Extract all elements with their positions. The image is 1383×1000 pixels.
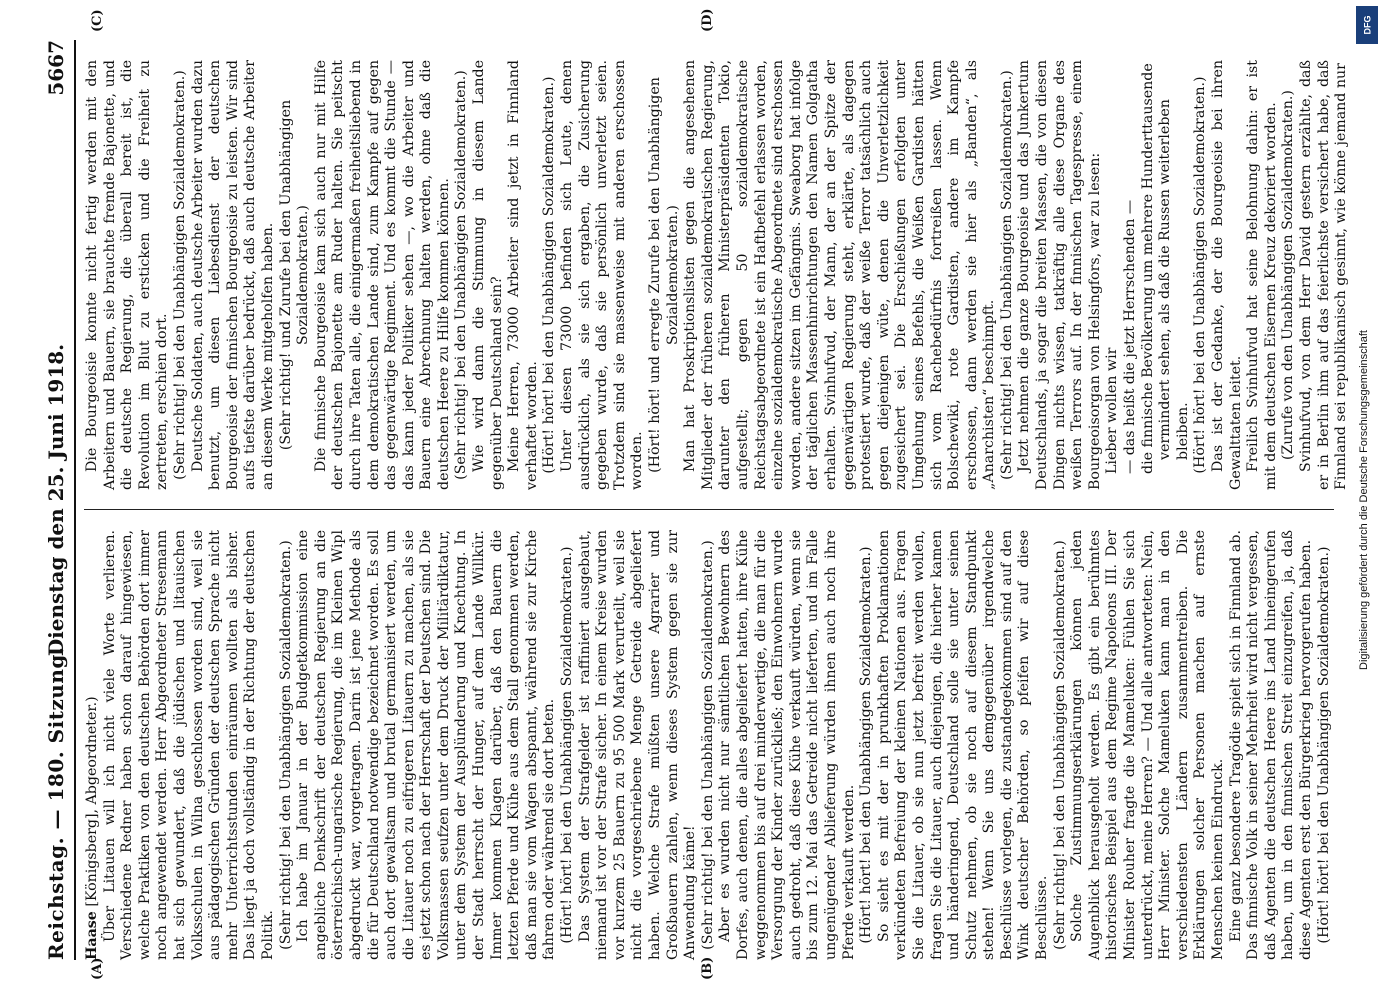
text-column-right xyxy=(84,60,1350,490)
paragraph-text: Eine ganz besondere Tragödie spielt sich in Finnland ab. Das finnische Volk in seiner Mehrheit wird nicht vergessen, daß Agenten die deutschen Heere ins Land hineingerufen haben, um in den finnischen Streit einzugreifen, ja, daß diese Agenten erst den Bürgerkrieg hervorgerufen haben. xyxy=(1227,530,1314,960)
paragraph-text: Deutsche Soldaten, auch deutsche Arbeiter wurden dazu benutzt, um diesen Liebesdienst der deutschen Bourgeoisie der finnischen Bourgeoisie zu leisten. Wir sind aufs tiefste darüber bedrückt, daß auch deutsche Arbeiter an diesem Werke mitgeholfen haben. xyxy=(189,60,276,490)
interjection xyxy=(172,60,190,490)
paragraph-text: Die finnische Bourgeoisie kam sich auch nur mit Hilfe der deutschen Bajonette am Ruder halten. Sie peitscht durch ihre Taten alle, die einigermaßen freiheitsliebend in dem demokratischen Lande sind, zum Kampfe auf gegen das gegenwärtige Regiment. Und es kommt die Stunde — das kann jeder Politiker sehen —, wo die Arbeiter und Bauern eine Abrechnung halten werden, ohne daß die deutschen Heere zu Hilfe kommen können. xyxy=(312,60,452,490)
interjection xyxy=(999,60,1017,490)
text-column-left xyxy=(84,530,1334,960)
paragraph-text: (Sehr richtig! bei den Unabhängigen Sozialdemokraten.) xyxy=(453,70,470,480)
dfg-logo-text: DFG xyxy=(1362,15,1372,35)
paragraph-text: Lieber wollen wir xyxy=(1104,347,1121,474)
interjection xyxy=(1280,60,1298,490)
paragraph xyxy=(876,530,1052,960)
paragraph-text: Svinhufvud, von dem Herr David gestern erzählte, daß er in Berlin ihm auf das feierlichste versichert habe, daß Finnland sei republikanisch gesinnt, wie könne jemand nur xyxy=(1297,60,1350,490)
interjection xyxy=(278,530,296,960)
paragraph-text: Man hat Proskriptionslisten gegen die angesehenen Mitglieder der früheren sozialdemokratischen Regierung, darunter den früheren Ministerpräsidenten Tokio, aufgestellt; gegen 50 sozialdemokratische Reichstagsabgeordnete ist ein Haftbefehl erlassen worden, einzelne sozialdemokratische Abgeordnete sind erschossen worden, andere sitzen im Gefängnis. Sweaborg hat infolge der täglichen Massenhinrichtungen den Namen Golgatha erhalten. Svinhufvud, der Mann, der an der Spitze der gegenwärtigen Regierung steht, erklärte, als dagegen protestiert wurde, daß der weiße Terror tatsächlich auch gegen diejenigen wüte, denen die Unverletzlichkeit zugesichert sei. Die Erschießungen erfolgten unter Umgehung seines Befehls, die Weißen Gardisten hätten sich vom Rachebedürfnis fortreißen lassen. Wenn Bolschewiki, rote Gardisten, andere im Kampfe erschossen, dann werden sie hier als „Banden“, als „Anarchisten“ beschimpft. xyxy=(682,60,998,490)
paragraph-text: (Sehr richtig! bei den Unabhängigen Sozialdemokraten.) xyxy=(277,540,294,950)
quotation-line xyxy=(1104,60,1122,474)
paragraph-text: (Sehr richtig! und Zurufe bei den Unabhängigen Sozialdemokraten.) xyxy=(277,99,312,451)
paragraph xyxy=(1069,530,1227,960)
header-session: Reichstag. — 180. Sitzung. xyxy=(44,646,68,960)
paragraph xyxy=(190,60,278,490)
paragraph-text: (Sehr richtig! bei den Unabhängigen Sozialdemokraten.) xyxy=(998,70,1015,480)
margin-marker-a: (A) xyxy=(90,957,105,980)
paragraph-text: [Königsberg], Abgeordneter.) xyxy=(84,696,100,912)
paragraph xyxy=(1298,60,1351,490)
paragraph-text: (Hört! hört! bei den Unabhängigen Sozialdemokraten.) xyxy=(541,76,558,474)
paragraph-text: (Sehr richtig! bei den Unabhängigen Sozialdemokraten.) xyxy=(699,540,716,950)
paragraph xyxy=(84,60,172,490)
paragraph-text: (Zurufe von den Unabhängigen Sozialdemokraten.) xyxy=(1280,90,1297,460)
paragraph-text: (Sehr richtig! bei den Unabhängigen Sozialdemokraten.) xyxy=(1051,540,1068,950)
paragraph xyxy=(682,60,999,490)
paragraph-text: So sieht es mit der in prunkhaften Proklamationen verkündeten Befreiung der kleinen Nationen aus. Fragen Sie die Litauer, ob sie nun jetzt befreit werden wollen, fragen Sie die Litauer, auch diejenigen, die hierher kamen und händeringend, Deutschland solle sie unter seinen Schutz nehmen, ob sie noch auf diesem Standpunkt stehen! Wenn Sie uns demgegenüber irgendwelche Beschlüsse vorlegen, die zustandegekommen sind auf den Wink deutscher Behörden, so pfeifen wir auf diese Beschlüsse. xyxy=(875,530,1051,960)
margin-marker-b: (B) xyxy=(700,956,715,980)
paragraph xyxy=(506,60,541,490)
paragraph-text: (Hört! hört! bei den Unabhängigen Sozialdemokraten.) xyxy=(1192,76,1209,474)
paragraph-text: Die Bourgeoisie konnte nicht fertig werden mit den Arbeitern und Bauern, sie brauchte fremde Bajonette, und die deutsche Regierung, die überall bereit ist, die Revolution im Blut zu ersticken und die Freiheit zu zertreten, erschien dort. xyxy=(84,60,171,490)
speaker-name: Haase xyxy=(84,911,100,960)
paragraph-text: Aber es wurden nicht nur sämtlichen Bewohnern des Dorfes, auch denen, die alles abgeliefert hatten, ihre Kühe weggenommen bis auf drei minderwertige, die man für die Versorgung der Kinder zurückließ; den Einwohnern wurde auch gedroht, daß diese Kühe verkauft würden, wenn sie bis zum 12. Mai das Getreide nicht lieferten, und im Falle ungenügender Ablieferung würden ihnen auch noch ihre Pferde verkauft werden. xyxy=(717,530,857,960)
interjection xyxy=(541,60,559,490)
header-date: Dienstag den 25. Juni 1918. xyxy=(44,343,68,657)
interjection xyxy=(647,60,682,490)
paragraph-text: Ich habe im Januar in der Budgetkommission eine angebliche Denkschrift der deutschen Regierung an die österreichisch-ungarische Regierung, die im Kleinen Wipl abgedruckt war, vorgetragen. Darin ist jene Methode als die für Deutschland notwendige bezeichnet worden. Es soll auch dort gewaltsam und brutal germanisiert werden, um die Litauer noch zu eifrigeren Litauern zu machen, als sie es jetzt schon nach der Herrschaft der Deutschen sind. Die Volksmassen seufzen unter dem Druck der Militärdiktatur, unter dem System der Ausplünderung und Knechtung. In der Stadt herrscht der Hunger, auf dem Lande Willkür. Immer kommen Klagen darüber, daß den Bauern die letzten Pferde und Kühe aus dem Stall genommen werden, daß man sie vom Wagen abspannt, während sie zur Kirche fahren oder während sie dort beten. xyxy=(295,530,558,960)
paragraph xyxy=(1228,530,1316,960)
interjection xyxy=(700,530,718,960)
paragraph xyxy=(1210,60,1245,490)
interjection xyxy=(858,530,876,960)
paragraph-text: Meine Herren, 73000 Arbeiter sind jetzt in Finnland verhaftet worden. xyxy=(506,60,540,490)
paragraph xyxy=(313,60,454,490)
quotation-line xyxy=(1122,60,1140,474)
paragraph-text: Unter diesen 73000 befinden sich Leute, denen ausdrücklich, als sie sich ergaben, die Zusicherung gegeben wurde, daß sie persönlich unverletzt seien. Trotzdem sind sie massenweise mit anderen erschossen worden. xyxy=(559,60,646,490)
paragraph-text: Jetzt nehmen die ganze Bourgeoisie und das Junkertum Deutschlands, ja sogar die breiten Massen, die von diesen Dingen nichts wissen, tatkräftig alle diese Organe des weißen Terrors auf. In der finnischen Tagespresse, einem Bourgeoisorgan von Helsingfors, war zu lesen: xyxy=(1016,60,1103,490)
paragraph xyxy=(471,60,506,490)
paragraph-text: die finnische Bevölkerung um mehrere Hunderttausende vermindert sehen, als daß die Russen weiterleben bleiben. xyxy=(1139,63,1191,474)
paragraph xyxy=(295,530,559,960)
interjection xyxy=(559,530,577,960)
margin-marker-c: (C) xyxy=(90,9,105,32)
paragraph xyxy=(1016,60,1104,490)
paragraph-text: Das System der Strafgelder ist raffiniert ausgebaut, niemand ist vor der Strafe sicher. In einem Kreise wurden vor kurzem 25 Bauern zu 95 500 Mark verurteilt, weil sie nicht die vorgeschriebene Menge Getreide abgeliefert haben. Welche Strafe müßten unsere Agrarier und Großbauern zahlen, wenn dieses System gegen sie zur Anwendung käme! xyxy=(576,530,699,960)
page-number: 5667 xyxy=(44,40,68,96)
paragraph xyxy=(577,530,700,960)
margin-marker-d: (D) xyxy=(700,8,715,32)
interjection xyxy=(1192,60,1210,490)
credit-text: Digitalisierung gefördert durch die Deutsche Forschungsgemeinschaft xyxy=(1358,330,1370,670)
paragraph-text: (Sehr richtig! bei den Unabhängigen Sozialdemokraten.) xyxy=(171,70,188,480)
paragraph xyxy=(1245,60,1280,490)
paragraph xyxy=(84,530,102,960)
paragraph xyxy=(717,530,858,960)
paragraph-text: Freilich Svinhufvud hat seine Belohnung dahin: er ist mit dem deutschen Eisernen Kreuz dekoriert worden. xyxy=(1245,60,1279,490)
paragraph-text: (Hört! hört! bei den Unabhängigen Sozialdemokraten.) xyxy=(1315,546,1332,944)
paragraph-text: Wie wird dann die Stimmung in diesem Lande gegenüber Deutschland sein? xyxy=(471,60,505,490)
paragraph-text: (Hört! hört! und erregte Zurufe bei den Unabhängigen Sozialdemokraten.) xyxy=(647,77,681,473)
paragraph-text: (Hört! hört! bei den Unabhängigen Sozialdemokraten.) xyxy=(559,546,576,944)
paragraph-text: — das heißt die jetzt Herrschenden — xyxy=(1122,199,1139,474)
page-header xyxy=(40,40,76,960)
paragraph-text: Über Litauen will ich nicht viele Worte verlieren. Verschiedene Redner haben schon darauf hingewiesen, welche Praktiken von den deutschen Behörden dort immer noch angewendet werden. Herr Abgeordneter Stresemann hat sich gewundert, daß die jüdischen und litauischen Volksschulen in Wilna geschlossen worden sind, weil sie aus pädagogischen Gründen der deutschen Sprache nicht mehr Unterrichtsstunden einräumen wollten als bisher. Das liegt ja doch vollständig in der Richtung der deutschen Politik. xyxy=(101,530,276,960)
digitization-credit xyxy=(1358,10,1374,990)
interjection xyxy=(1316,530,1334,960)
paragraph-text: (Hört! hört! bei den Unabhängigen Sozialdemokraten.) xyxy=(858,546,875,944)
paragraph-text: Das ist der Gedanke, der die Bourgeoisie bei ihren Gewalttaten leitet. xyxy=(1210,60,1244,490)
quotation-line xyxy=(1139,60,1193,474)
paragraph xyxy=(102,530,278,960)
interjection xyxy=(453,60,471,490)
paragraph xyxy=(559,60,647,490)
paragraph-text: Solche Zustimmungserklärungen können jeden Augenblick herausgeholt werden. Es gibt ein berühmtes historisches Beispiel aus dem Regime Napoleons III. Der Minister Rouher fragte die Mameluken: Fühlen Sie sich unterdrückt, meine Herren? — Und alle antworteten: Nein, Herr Minister. Solche Mameluken kann man in den verschiedensten Ländern zusammentreiben. Die Erklärungen solcher Personen machen auf ernste Menschen keinen Eindruck. xyxy=(1069,530,1226,960)
column-divider xyxy=(84,509,1334,510)
interjection xyxy=(1052,530,1070,960)
interjection xyxy=(278,60,313,490)
